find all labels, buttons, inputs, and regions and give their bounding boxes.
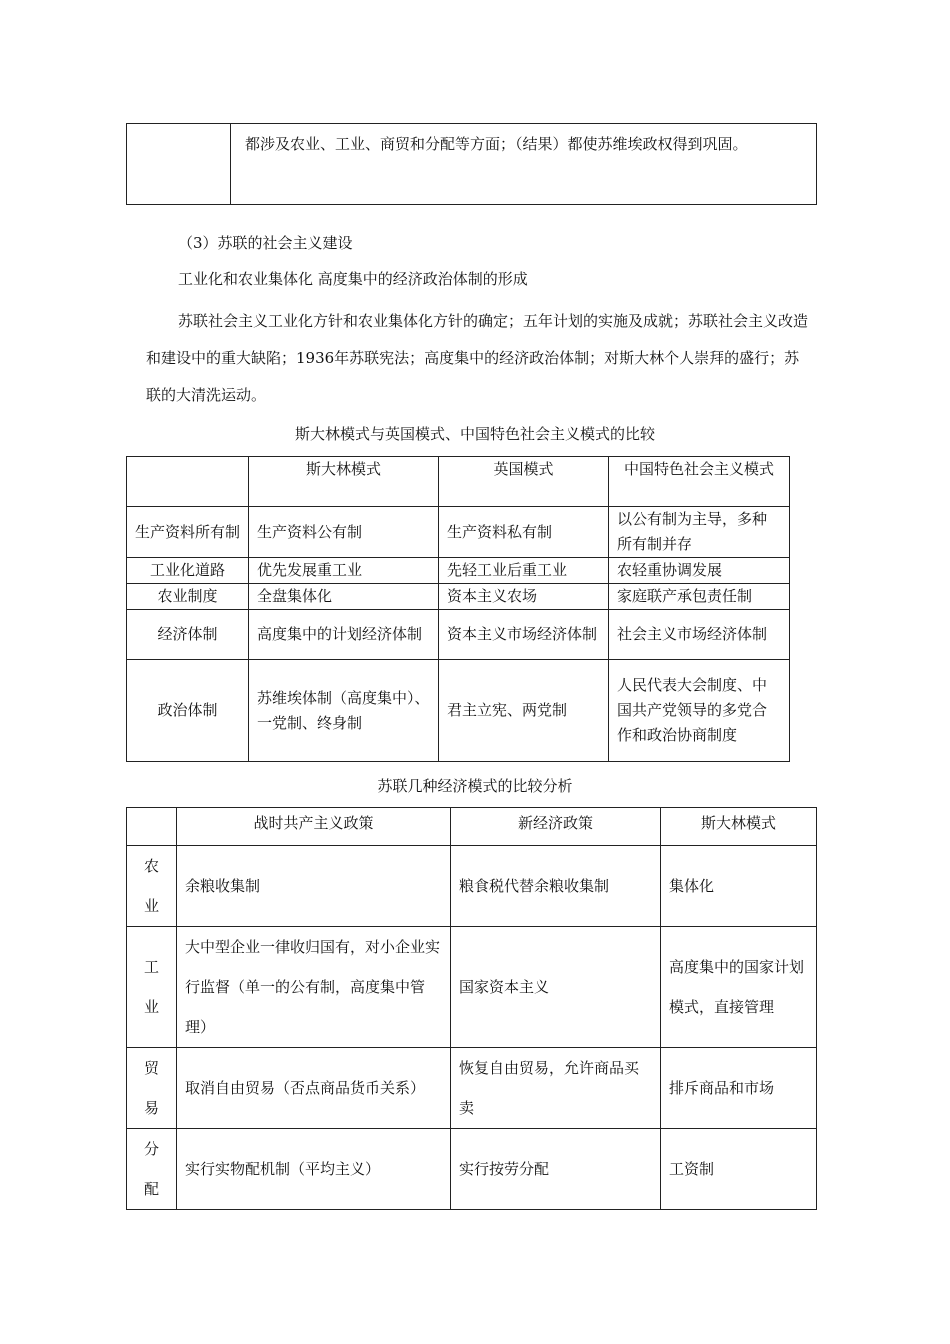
table-row xyxy=(127,1048,817,1129)
table-cell: 先轻工业后重工业 xyxy=(439,558,609,584)
table-cell: 排斥商品和市场 xyxy=(661,1048,817,1129)
header-cell: 新经济政策 xyxy=(451,808,661,846)
table-row xyxy=(127,846,817,927)
row-label: 农业制度 xyxy=(127,584,249,610)
header-cell: 英国模式 xyxy=(439,457,609,507)
header-cell: 斯大林模式 xyxy=(249,457,439,507)
header-cell: 战时共产主义政策 xyxy=(177,808,451,846)
table1-caption: 斯大林模式与英国模式、中国特色社会主义模式的比较 xyxy=(294,425,655,443)
table-row xyxy=(127,584,790,610)
table-cell: 君主立宪、两党制 xyxy=(439,660,609,762)
table-row xyxy=(127,610,790,660)
table-cell: 高度集中的国家计划模式，直接管理 xyxy=(661,927,817,1048)
table-cell: 人民代表大会制度、中国共产党领导的多党合作和政治协商制度 xyxy=(609,660,790,762)
table-cell: 资本主义农场 xyxy=(439,584,609,610)
table-header-row xyxy=(127,457,790,507)
table-cell: 恢复自由贸易，允许商品买卖 xyxy=(451,1048,661,1129)
table-cell: 苏维埃体制（高度集中）、一党制、终身制 xyxy=(249,660,439,762)
comparison-table-soviet-economy xyxy=(126,807,817,1210)
row-label: 工业 xyxy=(127,927,177,1048)
row-label: 工业化道路 xyxy=(127,558,249,584)
table-cell: 实行实物配机制（平均主义） xyxy=(177,1129,451,1210)
table-cell: 全盘集体化 xyxy=(249,584,439,610)
table-cell: 以公有制为主导，多种所有制并存 xyxy=(609,507,790,558)
header-cell xyxy=(127,457,249,507)
table-cell: 社会主义市场经济体制 xyxy=(609,610,790,660)
table-row xyxy=(127,927,817,1048)
table-cell: 资本主义市场经济体制 xyxy=(439,610,609,660)
top-table-text: 都涉及农业、工业、商贸和分配等方面；（结果）都使苏维埃政权得到巩固。 xyxy=(231,124,817,205)
row-label: 生产资料所有制 xyxy=(127,507,249,558)
empty-cell xyxy=(127,124,231,205)
table-cell: 取消自由贸易（否点商品货币关系） xyxy=(177,1048,451,1129)
table-cell: 优先发展重工业 xyxy=(249,558,439,584)
table-row xyxy=(127,558,790,584)
table-cell: 高度集中的计划经济体制 xyxy=(249,610,439,660)
row-label: 贸易 xyxy=(127,1048,177,1129)
table-row xyxy=(127,1129,817,1210)
header-cell: 斯大林模式 xyxy=(661,808,817,846)
row-label: 政治体制 xyxy=(127,660,249,762)
table-cell: 工资制 xyxy=(661,1129,817,1210)
row-label: 分配 xyxy=(127,1129,177,1210)
table-cell: 国家资本主义 xyxy=(451,927,661,1048)
section-heading: （3）苏联的社会主义建设 xyxy=(178,234,353,252)
table-cell: 农轻重协调发展 xyxy=(609,558,790,584)
table-header-row xyxy=(127,808,817,846)
table-cell: 粮食税代替余粮收集制 xyxy=(451,846,661,927)
section-body: 苏联社会主义工业化方针和农业集体化方针的确定；五年计划的实施及成就；苏联社会主义改造和建设中的重大缺陷；1936年苏联宪法；高度集中的经济政治体制；对斯大林个人崇拜的盛行；苏联的大清洗运动。 xyxy=(146,312,809,404)
header-cell: 中国特色社会主义模式 xyxy=(609,457,790,507)
table-cell: 余粮收集制 xyxy=(177,846,451,927)
table-cell: 大中型企业一律收归国有，对小企业实行监督（单一的公有制，高度集中管理） xyxy=(177,927,451,1048)
section-subheading: 工业化和农业集体化 高度集中的经济政治体制的形成 xyxy=(178,270,528,288)
table-cell: 家庭联产承包责任制 xyxy=(609,584,790,610)
table-cell: 生产资料公有制 xyxy=(249,507,439,558)
comparison-table-models xyxy=(126,456,790,762)
table-row xyxy=(127,507,790,558)
top-continuation-table xyxy=(126,123,817,205)
table-cell: 生产资料私有制 xyxy=(439,507,609,558)
table-cell: 实行按劳分配 xyxy=(451,1129,661,1210)
header-cell xyxy=(127,808,177,846)
table-cell: 集体化 xyxy=(661,846,817,927)
table2-caption: 苏联几种经济模式的比较分析 xyxy=(377,777,573,795)
row-label: 农业 xyxy=(127,846,177,927)
table-row xyxy=(127,660,790,762)
row-label: 经济体制 xyxy=(127,610,249,660)
